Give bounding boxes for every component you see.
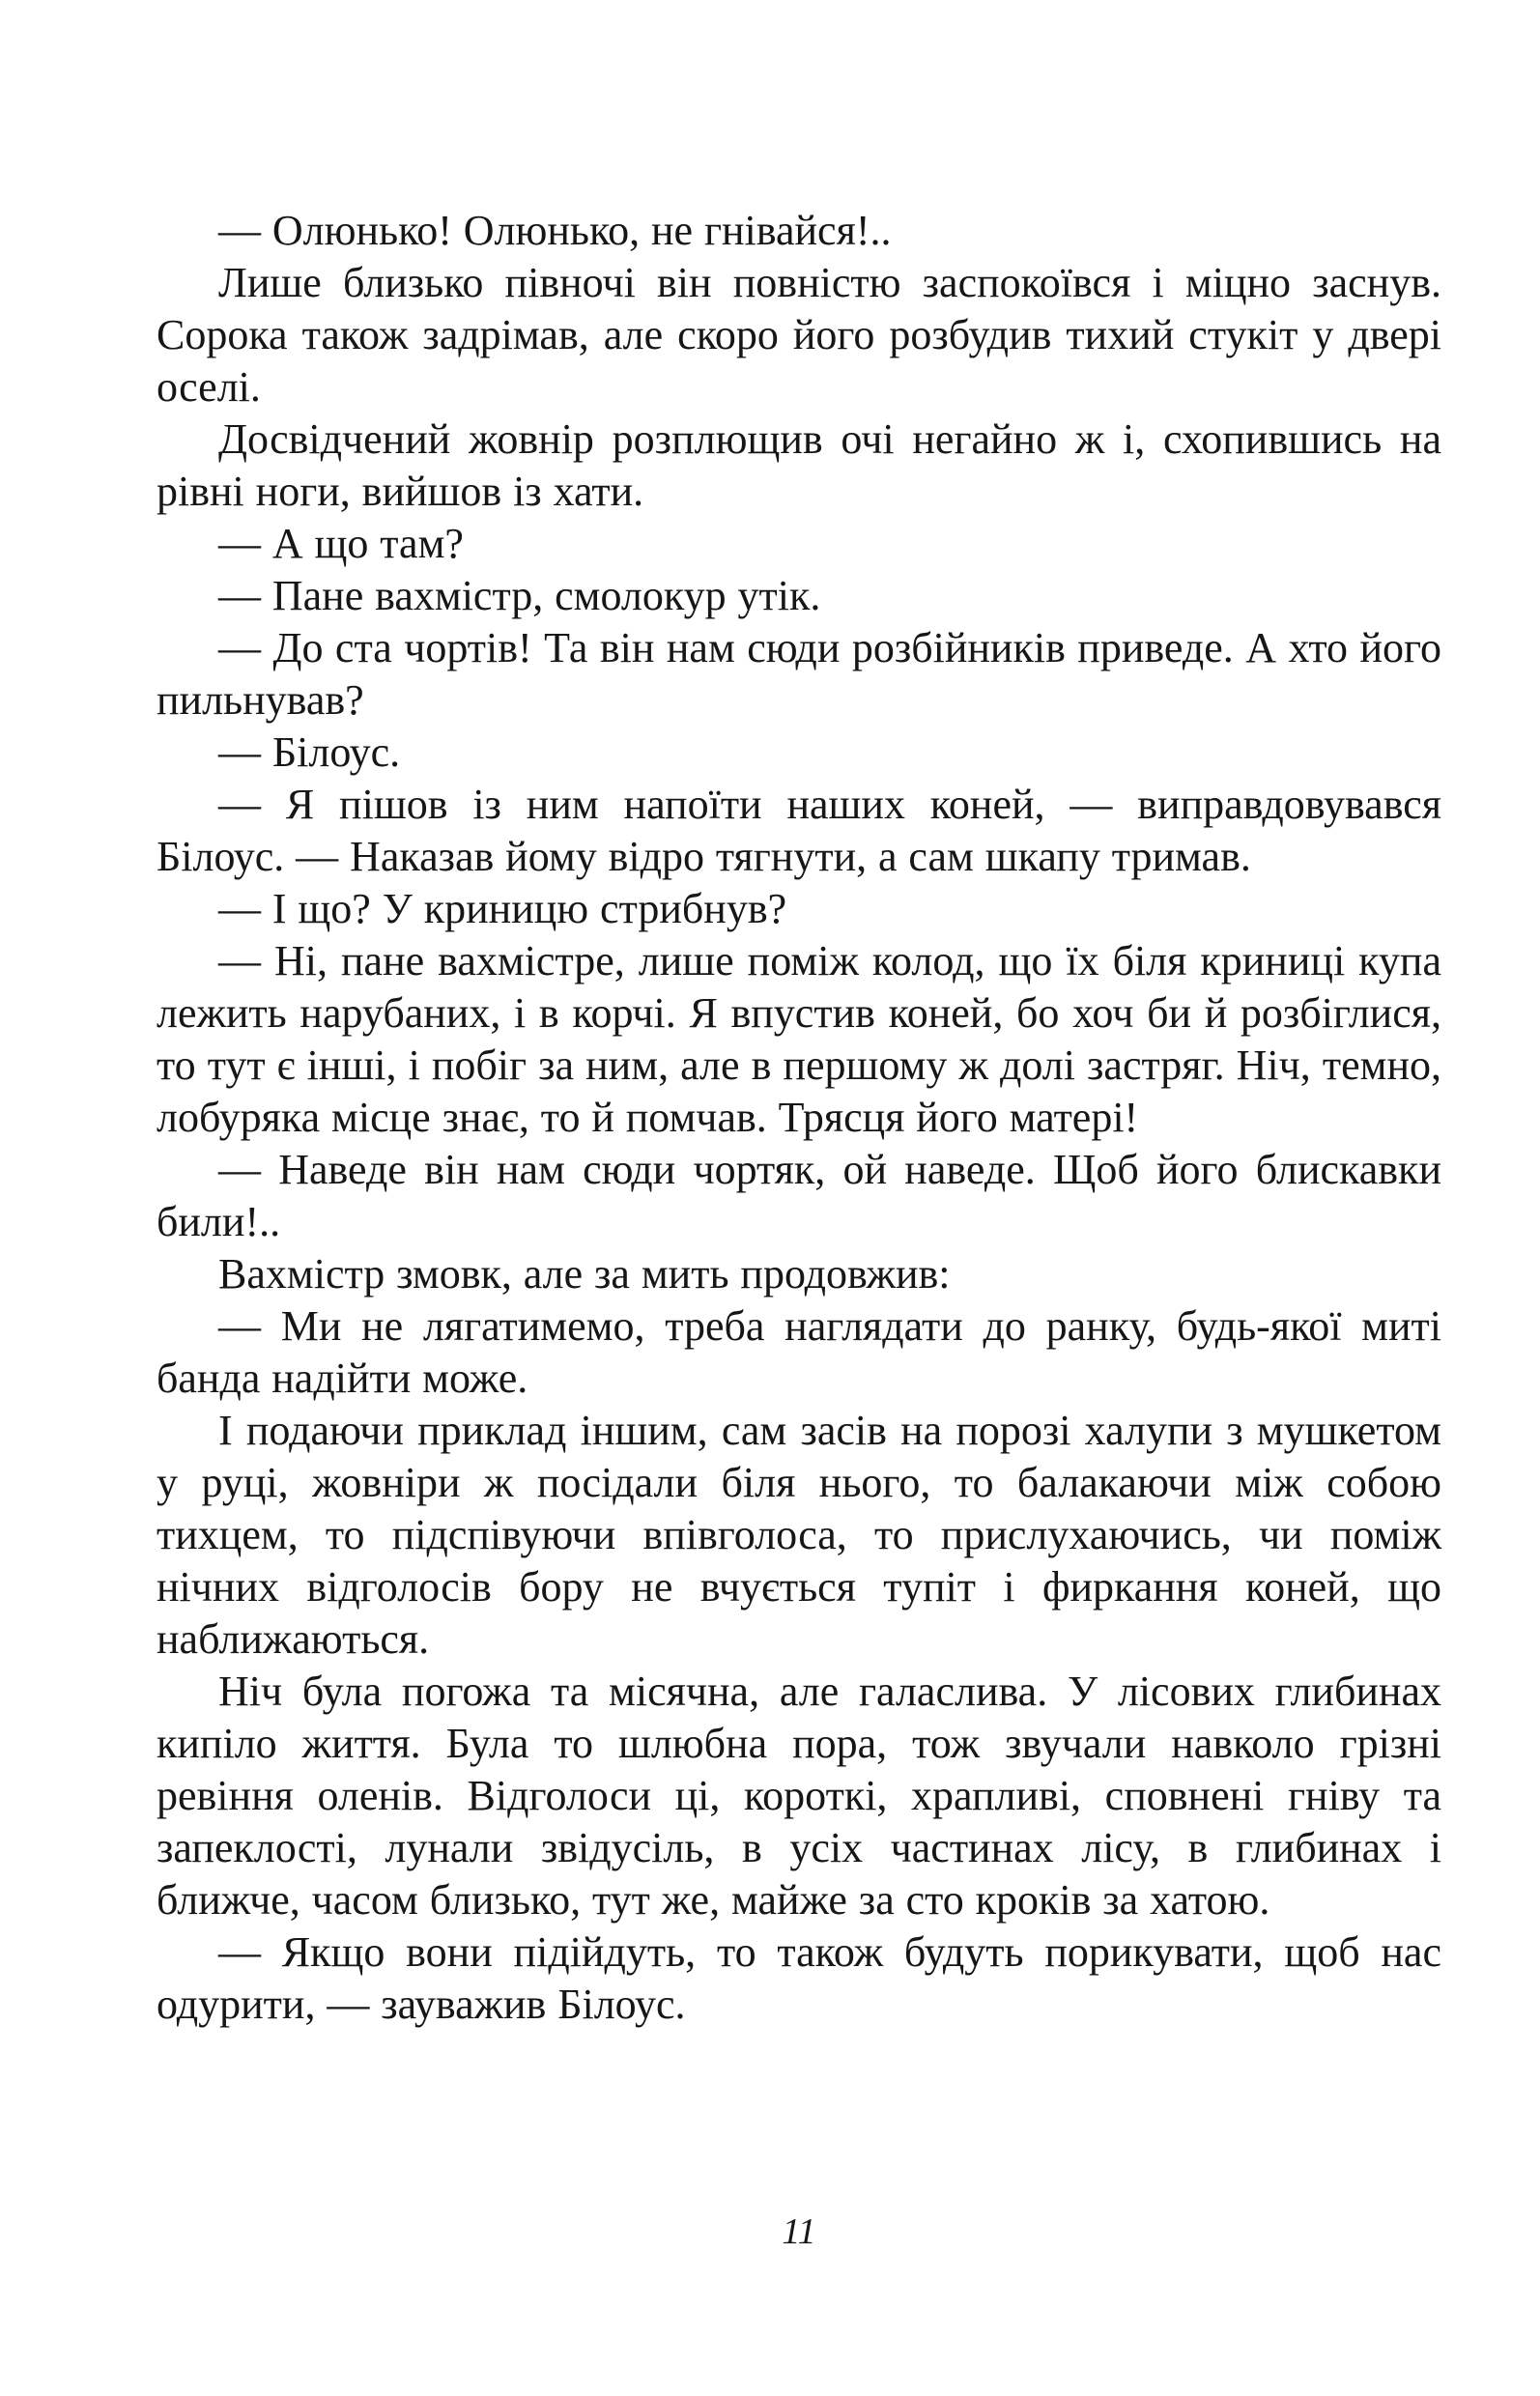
page-number: 11	[782, 2211, 816, 2252]
paragraph: — Ми не лягатимемо, треба наглядати до ранку, будь-якої миті банда надійти може.	[157, 1302, 1441, 1402]
paragraph: — Я пішов із ним напоїти наших коней, — виправдовувався Білоус. — Наказав йому відро тягнути, а сам шкапу тримав.	[157, 781, 1441, 880]
page-text	[157, 205, 1441, 2031]
paragraph: — І що? У криницю стрибнув?	[218, 885, 787, 932]
paragraph: — Ні, пане вахмістре, лише поміж колод, що їх біля криниці купа лежить нарубаних, і в корчі. Я впустив коней, бо хоч би й розбіглися, то тут є інші, і побіг за ним, але в першому ж долі застряг. Ніч, темно, лобуряка місце знає, то й помчав. Трясця його матері!	[157, 937, 1441, 1141]
paragraph: — До ста чортів! Та він нам сюди розбійників приведе. А хто його пильнував?	[157, 624, 1441, 724]
paragraph: Лише близько півночі він повністю заспокоївся і міцно заснув. Сорока також задрімав, але скоро його розбудив тихий стукіт у двері оселі.	[157, 259, 1441, 411]
paragraph: Вахмістр змовк, але за мить продовжив:	[218, 1250, 951, 1298]
paragraph: — Олюнько! Олюнько, не гнівайся!..	[218, 207, 892, 254]
paragraph: — Пане вахмістр, смолокур утік.	[218, 572, 821, 619]
paragraph: Ніч була погожа та місячна, але галаслива. У лісових глибинах кипіло життя. Була то шлюбна пора, тож звучали навколо грізні ревіння оленів. Відголоси ці, короткі, храпливі, сповнені гніву та запеклості, лунали звідусіль, в усіх частинах лісу, в глибинах і ближче, часом близько, тут же, майже за сто кроків за хатою.	[157, 1668, 1441, 1924]
paragraph: — Білоус.	[218, 728, 401, 776]
paragraph: І подаючи приклад іншим, сам засів на порозі халупи з мушкетом у руці, жовніри ж посідали біля нього, то балакаючи між собою тихцем, то підспівуючи впівголоса, то прислухаючись, чи поміж нічних відголосів бору не вчується тупіт і фиркання коней, що наближаються.	[157, 1407, 1441, 1663]
paragraph: Досвідчений жовнір розплющив очі негайно ж і, схопившись на рівні ноги, вийшов із хати.	[157, 415, 1441, 515]
paragraph: — Якщо вони підійдуть, то також будуть порикувати, щоб нас одурити, — зауважив Білоус.	[157, 1928, 1441, 2028]
paragraph: — А що там?	[218, 520, 464, 567]
paragraph: — Наведе він нам сюди чортяк, ой наведе. Щоб його блискавки били!..	[157, 1146, 1441, 1245]
